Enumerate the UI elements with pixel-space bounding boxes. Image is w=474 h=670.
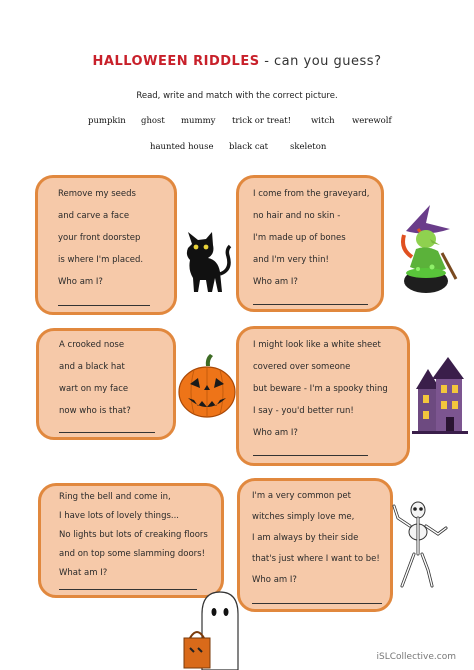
instruction-text: Read, write and match with the correct picture. <box>136 91 338 101</box>
riddle-line: witches simply love me, <box>252 512 355 522</box>
riddle-line: no hair and no skin - <box>253 211 341 221</box>
riddle-line: I come from the graveyard, <box>253 189 370 199</box>
riddle-card-3 <box>36 328 176 440</box>
word-mummy: mummy <box>181 116 216 126</box>
riddle-line: I might look like a white sheet <box>253 340 381 350</box>
answer-line[interactable] <box>253 304 368 305</box>
riddle-card-6 <box>237 478 393 612</box>
black-cat-picture <box>178 230 234 300</box>
riddle-line: Who am I? <box>58 277 103 287</box>
riddle-line: No lights but lots of creaking floors <box>59 530 208 540</box>
footer-brand: iSLCollective.com <box>376 652 456 662</box>
word-witch: witch <box>311 116 335 126</box>
title-sub: - can you guess? <box>259 54 382 69</box>
page-title <box>0 54 474 69</box>
riddle-card-4 <box>236 326 410 466</box>
word-werewolf: werewolf <box>352 116 392 126</box>
word-pumpkin: pumpkin <box>88 116 126 126</box>
word-trick-or-treat: trick or treat! <box>232 116 292 126</box>
title-main: HALLOWEEN RIDDLES <box>92 54 260 69</box>
riddle-line: now who is that? <box>59 406 131 416</box>
ghost-picture <box>180 588 244 670</box>
answer-line[interactable] <box>59 589 197 590</box>
riddle-line: Who am I? <box>253 277 298 287</box>
riddle-line: covered over someone <box>253 362 351 372</box>
answer-line[interactable] <box>59 432 155 433</box>
riddle-line: wart on my face <box>59 384 129 394</box>
skeleton-picture <box>392 500 448 590</box>
word-haunted-house: haunted house <box>150 142 214 152</box>
answer-line[interactable] <box>253 455 368 456</box>
riddle-line: but beware - I'm a spooky thing <box>253 384 388 394</box>
answer-line[interactable] <box>58 305 150 306</box>
witch-picture <box>396 205 462 295</box>
haunted-house-picture <box>410 355 470 435</box>
riddle-line: I'm made up of bones <box>253 233 346 243</box>
riddle-card-2 <box>236 175 384 312</box>
riddle-line: I have lots of lovely things... <box>59 511 180 521</box>
riddle-line: your front doorstep <box>58 233 141 243</box>
riddle-line: I'm a very common pet <box>252 491 351 501</box>
riddle-line: that's just where I want to be! <box>252 554 380 564</box>
answer-line[interactable] <box>252 603 382 604</box>
riddle-line: What am I? <box>59 568 108 578</box>
word-ghost: ghost <box>141 116 165 126</box>
riddle-line: Who am I? <box>253 428 298 438</box>
riddle-line: Who am I? <box>252 575 297 585</box>
pumpkin-picture <box>176 352 238 420</box>
word-black-cat: black cat <box>229 142 269 152</box>
riddle-line: Ring the bell and come in, <box>59 492 171 502</box>
riddle-line: and I'm very thin! <box>253 255 329 265</box>
riddle-line: and a black hat <box>59 362 125 372</box>
riddle-card-1 <box>35 175 177 315</box>
word-skeleton: skeleton <box>290 142 327 152</box>
riddle-line: and carve a face <box>58 211 130 221</box>
riddle-line: I say - you'd better run! <box>253 406 354 416</box>
riddle-line: is where I'm placed. <box>58 255 144 265</box>
riddle-line: A crooked nose <box>59 340 125 350</box>
riddle-line: Remove my seeds <box>58 189 136 199</box>
riddle-line: I am always by their side <box>252 533 359 543</box>
riddle-card-5 <box>38 483 224 598</box>
riddle-line: and on top some slamming doors! <box>59 549 205 559</box>
